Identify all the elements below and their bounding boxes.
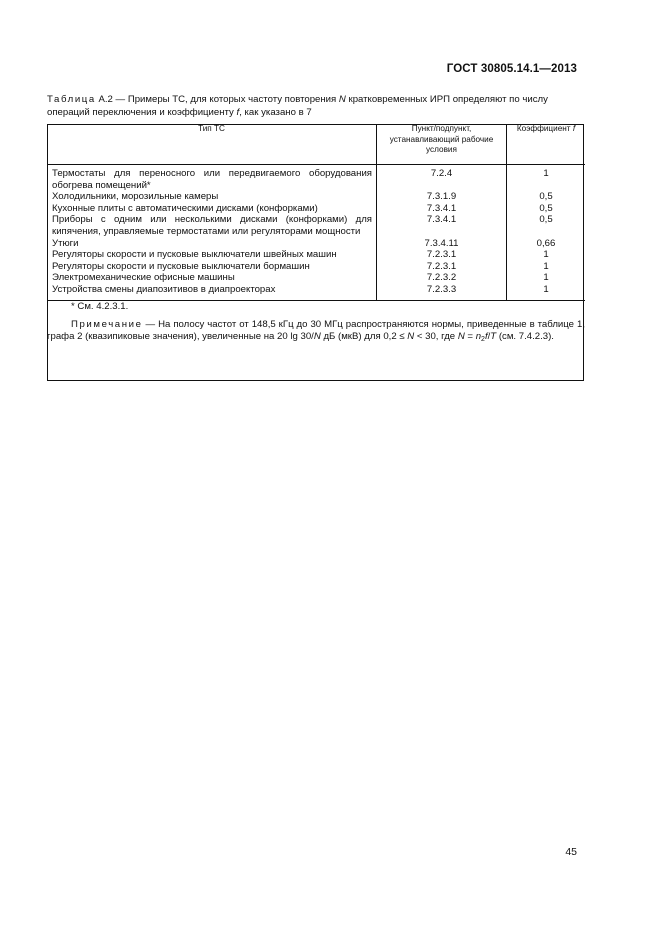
switching-operations-table [47, 124, 585, 345]
caption-text-2: кратковременных ИРП определяют по числу операций переключения и коэффициенту [47, 94, 548, 118]
caption-text-1: А.2 — Примеры ТС, для которых частоту повторения [95, 94, 339, 105]
note-text-f: (см. 7.4.2.3). [496, 330, 554, 342]
header-coef-var-f: f [572, 124, 576, 133]
table-row [47, 165, 585, 192]
cell-coef: 0,5 [539, 202, 553, 214]
standard-code: ГОСТ 30805.14.1—2013 [446, 63, 577, 75]
table-row [47, 249, 585, 261]
note-var-n2: N [407, 330, 415, 342]
cell-coef: 1 [543, 272, 549, 284]
cell-coef: 1 [543, 168, 549, 179]
table-row [47, 272, 585, 284]
table-header-row [47, 124, 585, 165]
table-row [47, 214, 585, 237]
cell-clause: 7.2.3.2 [377, 272, 507, 284]
note-text-b: дБ (мкВ) для 0,2 ≤ [320, 330, 408, 342]
cell-clause: 7.3.4.11 [377, 238, 507, 250]
cell-type: Приборы с одним или несколькими дисками (конфорками) для кипячения, управляемые термостатами или регуляторами мощности [47, 214, 377, 237]
cell-coef: 0,66 [536, 237, 556, 249]
cell-coef: 0,5 [539, 214, 553, 226]
cell-clause: 7.2.3.3 [377, 284, 507, 300]
caption-text-3: , как указано в 7 [239, 107, 312, 118]
cell-type: Термостаты для переносного или передвигаемого оборудования обогрева помещений* [47, 165, 377, 192]
cell-coef: 0,5 [539, 191, 553, 203]
footnote: * См. 4.2.3.1. [71, 300, 129, 312]
notes-cell [47, 300, 585, 345]
note-var-f: f [484, 330, 488, 342]
note-text-d: = [464, 330, 476, 342]
cell-type: Утюги [47, 238, 377, 250]
caption-var-n: N [338, 94, 346, 105]
cell-coef: 1 [543, 260, 549, 272]
header-clause: Пункт/подпункт, устанавливающий рабочие условия [377, 124, 507, 165]
note-text-c: < 30, где [414, 330, 458, 342]
table-row [47, 191, 585, 203]
table-row [47, 203, 585, 215]
table-row [47, 238, 585, 250]
cell-clause: 7.2.3.1 [377, 261, 507, 273]
note-label: Примечание [71, 319, 143, 331]
note-text-e: / [487, 330, 491, 342]
cell-clause: 7.2.4 [377, 165, 507, 192]
table-note [47, 319, 585, 345]
cell-clause: 7.3.4.1 [377, 214, 507, 237]
caption-var-f: f [236, 107, 240, 118]
cell-clause: 7.3.4.1 [377, 203, 507, 215]
cell-type: Регуляторы скорости и пусковые выключатели швейных машин [47, 249, 377, 261]
cell-coef: 1 [543, 249, 549, 261]
header-type: Тип ТС [47, 124, 377, 165]
note-var-t: T [490, 330, 497, 342]
cell-type: Кухонные плиты с автоматическими дисками (конфорками) [47, 203, 377, 215]
note-var-n4: n [475, 330, 482, 342]
cell-clause: 7.2.3.1 [377, 249, 507, 261]
table-notes-row [47, 300, 585, 345]
cell-type: Холодильники, морозильные камеры [47, 191, 377, 203]
table-row [47, 284, 585, 300]
note-text-a: — На полосу частот от 148,5 кГц до 30 МГц распространяются нормы, приведенные в таблице 1, графа 2 (квазипиковые значения), увеличенные на 20 lg 30/ [47, 319, 585, 342]
table-row [47, 261, 585, 273]
cell-coef: 1 [543, 283, 549, 295]
note-var-n1: N [313, 330, 321, 342]
caption-label: Таблица [47, 94, 96, 105]
cell-clause: 7.3.1.9 [377, 191, 507, 203]
note-subscript: 2 [481, 335, 485, 343]
cell-type: Электромеханические офисные машины [47, 272, 377, 284]
cell-type: Устройства смены диапозитивов в диапроекторах [47, 284, 377, 300]
cell-type: Регуляторы скорости и пусковые выключатели бормашин [47, 261, 377, 273]
table-caption [47, 93, 585, 119]
header-coef: Коэффициент f [507, 124, 586, 165]
note-var-n3: N [457, 330, 465, 342]
page-number: 45 [565, 846, 577, 858]
